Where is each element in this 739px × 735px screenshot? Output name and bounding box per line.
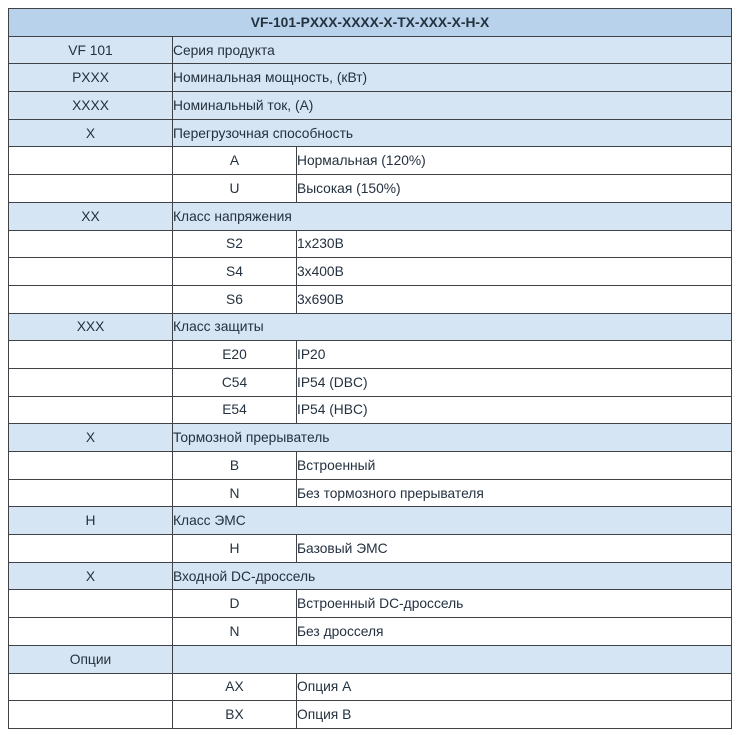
option-row [9, 285, 732, 313]
option-code-cell: BX [173, 701, 297, 729]
option-row [9, 175, 732, 203]
option-label-cell: Опция A [297, 673, 732, 701]
product-code-table [8, 8, 732, 729]
spacer-cell [9, 175, 173, 203]
spacer-cell [9, 285, 173, 313]
spacer-cell [9, 230, 173, 258]
category-row [9, 313, 732, 341]
table-header-row [9, 9, 732, 37]
option-label-cell: IP54 (HBC) [297, 396, 732, 424]
option-code-cell: N [173, 479, 297, 507]
segment-code-cell: VF 101 [9, 36, 173, 64]
segment-code-cell: H [9, 507, 173, 535]
option-row [9, 368, 732, 396]
segment-code-cell: X [9, 119, 173, 147]
option-label-cell: Встроенный [297, 452, 732, 480]
option-code-cell: N [173, 618, 297, 646]
spacer-cell [9, 535, 173, 563]
segment-label-cell: Тормозной прерыватель [173, 424, 732, 452]
option-code-cell: B [173, 452, 297, 480]
category-row [9, 92, 732, 120]
category-row [9, 119, 732, 147]
segment-code-cell: PXXX [9, 64, 173, 92]
option-code-cell: U [173, 175, 297, 203]
spacer-cell [9, 479, 173, 507]
option-row [9, 618, 732, 646]
option-code-cell: S4 [173, 258, 297, 286]
segment-label-cell [173, 645, 732, 673]
option-label-cell: 3x690В [297, 285, 732, 313]
spacer-cell [9, 590, 173, 618]
option-row [9, 230, 732, 258]
category-row [9, 36, 732, 64]
segment-label-cell: Входной DC-дроссель [173, 562, 732, 590]
option-code-cell: E54 [173, 396, 297, 424]
spacer-cell [9, 618, 173, 646]
category-row [9, 424, 732, 452]
option-code-cell: D [173, 590, 297, 618]
segment-code-cell: Опции [9, 645, 173, 673]
segment-label-cell: Класс защиты [173, 313, 732, 341]
option-label-cell: 1x230В [297, 230, 732, 258]
option-row [9, 258, 732, 286]
option-label-cell: Без тормозного прерывателя [297, 479, 732, 507]
spacer-cell [9, 396, 173, 424]
option-code-cell: A [173, 147, 297, 175]
segment-label-cell: Класс напряжения [173, 202, 732, 230]
option-code-cell: S6 [173, 285, 297, 313]
option-label-cell: IP20 [297, 341, 732, 369]
option-label-cell: 3x400В [297, 258, 732, 286]
segment-code-cell: X [9, 424, 173, 452]
segment-code-cell: XX [9, 202, 173, 230]
option-row [9, 147, 732, 175]
segment-code-cell: X [9, 562, 173, 590]
option-row [9, 701, 732, 729]
option-label-cell: Высокая (150%) [297, 175, 732, 203]
option-code-cell: C54 [173, 368, 297, 396]
spacer-cell [9, 258, 173, 286]
category-row [9, 202, 732, 230]
product-code-title: VF-101-PXXX-XXXX-X-TX-XXX-X-H-X [9, 9, 732, 37]
segment-code-cell: XXX [9, 313, 173, 341]
option-row [9, 590, 732, 618]
option-label-cell: Без дросселя [297, 618, 732, 646]
spacer-cell [9, 673, 173, 701]
spacer-cell [9, 452, 173, 480]
option-code-cell: H [173, 535, 297, 563]
option-code-cell: S2 [173, 230, 297, 258]
segment-label-cell: Класс ЭМС [173, 507, 732, 535]
option-row [9, 341, 732, 369]
spacer-cell [9, 368, 173, 396]
spacer-cell [9, 147, 173, 175]
option-label-cell: IP54 (DBC) [297, 368, 732, 396]
option-label-cell: Нормальная (120%) [297, 147, 732, 175]
option-code-cell: AX [173, 673, 297, 701]
table-body [9, 9, 732, 729]
option-label-cell: Базовый ЭМС [297, 535, 732, 563]
category-row [9, 645, 732, 673]
segment-label-cell: Серия продукта [173, 36, 732, 64]
spacer-cell [9, 341, 173, 369]
option-row [9, 535, 732, 563]
segment-label-cell: Перегрузочная способность [173, 119, 732, 147]
spacer-cell [9, 701, 173, 729]
category-row [9, 562, 732, 590]
option-row [9, 396, 732, 424]
option-code-cell: E20 [173, 341, 297, 369]
segment-label-cell: Номинальный ток, (А) [173, 92, 732, 120]
category-row [9, 64, 732, 92]
segment-code-cell: XXXX [9, 92, 173, 120]
option-row [9, 673, 732, 701]
option-row [9, 452, 732, 480]
option-label-cell: Опция B [297, 701, 732, 729]
option-label-cell: Встроенный DC-дроссель [297, 590, 732, 618]
category-row [9, 507, 732, 535]
option-row [9, 479, 732, 507]
segment-label-cell: Номинальная мощность, (кВт) [173, 64, 732, 92]
